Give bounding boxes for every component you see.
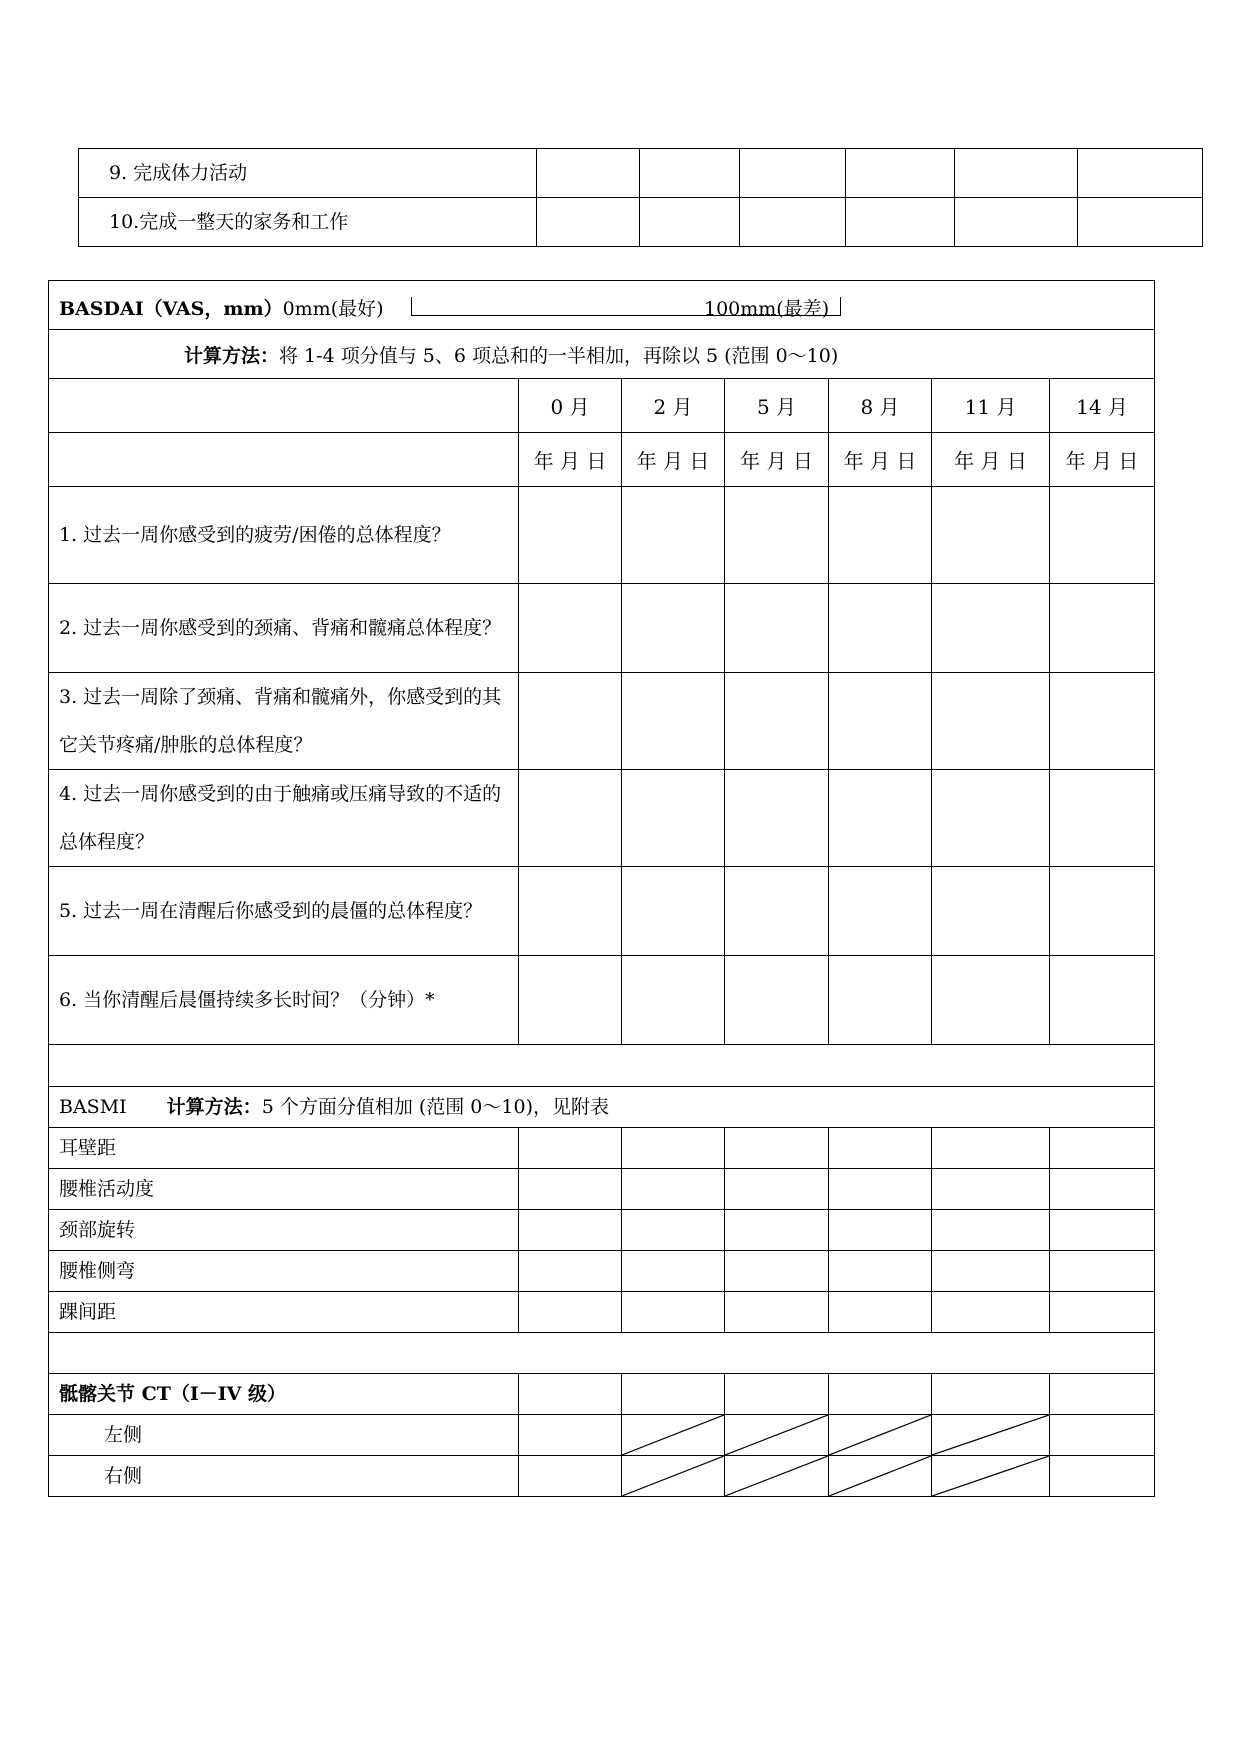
- score-cell[interactable]: [1050, 867, 1155, 956]
- table-row: [49, 867, 1155, 956]
- function-item-10: 10.完成一整天的家务和工作: [79, 198, 537, 247]
- score-cell[interactable]: [829, 1169, 932, 1210]
- score-cell[interactable]: [1050, 770, 1155, 867]
- table-row: [49, 956, 1155, 1045]
- score-cell[interactable]: [519, 487, 622, 584]
- score-cell[interactable]: [829, 770, 932, 867]
- ct-side-left: 左侧: [49, 1415, 519, 1456]
- score-cell[interactable]: [932, 956, 1050, 1045]
- score-cell[interactable]: [829, 1251, 932, 1292]
- score-cell[interactable]: [829, 673, 932, 770]
- score-cell[interactable]: [932, 1169, 1050, 1210]
- table-row: [49, 1374, 1155, 1415]
- basdai-question-4: 4. 过去一周你感受到的由于触痛或压痛导致的不适的总体程度？: [49, 770, 519, 867]
- table-row: [49, 770, 1155, 867]
- score-cell[interactable]: [932, 770, 1050, 867]
- table-row: [79, 198, 1203, 247]
- table-row: [49, 379, 1155, 433]
- date-label[interactable]: 年 月 日: [932, 433, 1050, 487]
- score-cell[interactable]: [1050, 1169, 1155, 1210]
- ct-title: 骶髂关节 CT（I－IV 级）: [49, 1374, 519, 1415]
- table-row: [49, 487, 1155, 584]
- spacer-row: [49, 1333, 1155, 1374]
- score-cell[interactable]: [519, 1210, 622, 1251]
- calc-text: 将 1-4 项分值与 5、6 项总和的一半相加，再除以 5 (范围 0～10): [279, 344, 839, 367]
- score-cell[interactable]: [519, 867, 622, 956]
- crossed-out-cell: [932, 1415, 1050, 1456]
- score-cell[interactable]: [622, 1374, 725, 1415]
- score-cell[interactable]: [829, 1210, 932, 1251]
- score-cell[interactable]: [932, 487, 1050, 584]
- table-row: [49, 1210, 1155, 1251]
- score-cell[interactable]: [536, 198, 640, 247]
- score-cell[interactable]: [519, 770, 622, 867]
- score-cell[interactable]: [519, 1374, 622, 1415]
- score-cell[interactable]: [519, 1128, 622, 1169]
- calc-label: 计算方法：: [166, 1096, 262, 1118]
- basdai-question-2: 2. 过去一周你感受到的颈痛、背痛和髋痛总体程度？: [49, 584, 519, 673]
- table-row: [49, 584, 1155, 673]
- score-cell[interactable]: [725, 584, 829, 673]
- table-row: [49, 330, 1155, 379]
- table-row: [49, 1415, 1155, 1456]
- crossed-out-cell: [725, 1415, 829, 1456]
- basmi-item: 腰椎侧弯: [49, 1251, 519, 1292]
- score-cell[interactable]: [1050, 1374, 1155, 1415]
- crossed-out-cell: [829, 1415, 932, 1456]
- score-cell[interactable]: [1050, 1210, 1155, 1251]
- score-cell[interactable]: [932, 673, 1050, 770]
- score-cell[interactable]: [829, 956, 932, 1045]
- score-cell[interactable]: [725, 1374, 829, 1415]
- score-cell[interactable]: [622, 487, 725, 584]
- crossed-out-cell: [829, 1456, 932, 1497]
- score-cell[interactable]: [1050, 956, 1155, 1045]
- score-cell[interactable]: [622, 1251, 725, 1292]
- date-label[interactable]: 年 月 日: [622, 433, 725, 487]
- calc-text: 5 个方面分值相加 (范围 0～10)，见附表: [261, 1096, 609, 1118]
- score-cell[interactable]: [932, 1374, 1050, 1415]
- score-cell[interactable]: [725, 867, 829, 956]
- date-label[interactable]: 年 月 日: [829, 433, 932, 487]
- blank-cell: [49, 433, 519, 487]
- table-row: [49, 1128, 1155, 1169]
- date-label[interactable]: 年 月 日: [1050, 433, 1155, 487]
- score-cell[interactable]: [954, 198, 1078, 247]
- table-row: [49, 1169, 1155, 1210]
- score-cell[interactable]: [519, 1415, 622, 1456]
- score-cell[interactable]: [932, 867, 1050, 956]
- score-cell[interactable]: [1050, 1292, 1155, 1333]
- score-cell[interactable]: [1050, 673, 1155, 770]
- score-cell[interactable]: [725, 1292, 829, 1333]
- basdai-title: BASDAI（VAS，mm）: [59, 298, 283, 320]
- basmi-item: 颈部旋转: [49, 1210, 519, 1251]
- month-header: 8 月: [829, 379, 932, 433]
- spacer-row: [49, 1045, 1155, 1087]
- score-cell[interactable]: [640, 198, 740, 247]
- score-cell[interactable]: [1050, 1251, 1155, 1292]
- table-row: [49, 1087, 1155, 1128]
- score-cell[interactable]: [1050, 1128, 1155, 1169]
- score-cell[interactable]: [622, 673, 725, 770]
- basdai-question-3: 3. 过去一周除了颈痛、背痛和髋痛外，你感受到的其它关节疼痛/肿胀的总体程度？: [49, 673, 519, 770]
- score-cell[interactable]: [622, 956, 725, 1045]
- month-header: 11 月: [932, 379, 1050, 433]
- scale-start-label: 0mm(最好): [282, 298, 384, 320]
- score-cell[interactable]: [622, 1210, 725, 1251]
- score-cell[interactable]: [829, 867, 932, 956]
- table-row: [49, 673, 1155, 770]
- score-cell[interactable]: [1050, 584, 1155, 673]
- score-cell[interactable]: [725, 487, 829, 584]
- table-row: [49, 1333, 1155, 1374]
- score-cell[interactable]: [829, 1292, 932, 1333]
- month-header: 0 月: [519, 379, 622, 433]
- blank-cell: [49, 379, 519, 433]
- table-row: [49, 1045, 1155, 1087]
- score-cell[interactable]: [519, 1169, 622, 1210]
- basdai-question-6: 6. 当你清醒后晨僵持续多长时间？（分钟）*: [49, 956, 519, 1045]
- score-cell[interactable]: [829, 1128, 932, 1169]
- score-cell[interactable]: [725, 1251, 829, 1292]
- basmi-title: BASMI: [59, 1096, 127, 1118]
- score-cell[interactable]: [622, 770, 725, 867]
- score-cell[interactable]: [622, 867, 725, 956]
- basdai-header: [49, 281, 1155, 330]
- month-header: 2 月: [622, 379, 725, 433]
- score-cell[interactable]: [932, 1128, 1050, 1169]
- score-cell[interactable]: [845, 198, 954, 247]
- basdai-calc-method: [49, 330, 1155, 379]
- score-cell[interactable]: [519, 673, 622, 770]
- score-cell[interactable]: [519, 1456, 622, 1497]
- score-cell[interactable]: [519, 956, 622, 1045]
- score-cell[interactable]: [519, 1292, 622, 1333]
- basmi-item: 踝间距: [49, 1292, 519, 1333]
- table-row: [49, 1292, 1155, 1333]
- ct-side-right: 右侧: [49, 1456, 519, 1497]
- basdai-question-5: 5. 过去一周在清醒后你感受到的晨僵的总体程度？: [49, 867, 519, 956]
- table-row: [79, 149, 1203, 198]
- score-cell[interactable]: [519, 1251, 622, 1292]
- function-table: [78, 148, 1203, 247]
- table-row: [49, 1456, 1155, 1497]
- month-header: 5 月: [725, 379, 829, 433]
- score-cell[interactable]: [739, 198, 845, 247]
- score-cell[interactable]: [1050, 487, 1155, 584]
- score-cell[interactable]: [622, 1292, 725, 1333]
- score-cell[interactable]: [725, 1210, 829, 1251]
- score-cell[interactable]: [1078, 149, 1203, 198]
- basmi-item: 耳壁距: [49, 1128, 519, 1169]
- score-cell[interactable]: [932, 1292, 1050, 1333]
- crossed-out-cell: [622, 1415, 725, 1456]
- score-cell[interactable]: [1078, 198, 1203, 247]
- score-cell[interactable]: [845, 149, 954, 198]
- month-header: 14 月: [1050, 379, 1155, 433]
- basmi-header: [49, 1087, 1155, 1128]
- score-cell[interactable]: [829, 1374, 932, 1415]
- crossed-out-cell: [622, 1456, 725, 1497]
- score-cell[interactable]: [725, 1128, 829, 1169]
- score-cell[interactable]: [829, 584, 932, 673]
- score-cell[interactable]: [739, 149, 845, 198]
- scale-end-label: 100mm(最差): [704, 298, 830, 320]
- score-cell[interactable]: [725, 770, 829, 867]
- score-cell[interactable]: [1050, 1456, 1155, 1497]
- table-row: [49, 281, 1155, 330]
- score-cell[interactable]: [725, 673, 829, 770]
- score-cell[interactable]: [932, 1251, 1050, 1292]
- basmi-item: 腰椎活动度: [49, 1169, 519, 1210]
- score-cell[interactable]: [725, 1169, 829, 1210]
- crossed-out-cell: [932, 1456, 1050, 1497]
- score-cell[interactable]: [932, 1210, 1050, 1251]
- basdai-basmi-table: [48, 280, 1155, 1497]
- score-cell[interactable]: [622, 584, 725, 673]
- score-cell[interactable]: [1050, 1415, 1155, 1456]
- score-cell[interactable]: [536, 149, 640, 198]
- function-item-9: 9. 完成体力活动: [79, 149, 537, 198]
- score-cell[interactable]: [932, 584, 1050, 673]
- crossed-out-cell: [725, 1456, 829, 1497]
- score-cell[interactable]: [519, 584, 622, 673]
- table-row: [49, 1251, 1155, 1292]
- score-cell[interactable]: [640, 149, 740, 198]
- score-cell[interactable]: [829, 487, 932, 584]
- score-cell[interactable]: [725, 956, 829, 1045]
- date-label[interactable]: 年 月 日: [725, 433, 829, 487]
- score-cell[interactable]: [622, 1169, 725, 1210]
- basdai-question-1: 1. 过去一周你感受到的疲劳/困倦的总体程度？: [49, 487, 519, 584]
- date-label[interactable]: 年 月 日: [519, 433, 622, 487]
- calc-label: 计算方法：: [184, 344, 280, 367]
- score-cell[interactable]: [622, 1128, 725, 1169]
- score-cell[interactable]: [954, 149, 1078, 198]
- table-row: [49, 433, 1155, 487]
